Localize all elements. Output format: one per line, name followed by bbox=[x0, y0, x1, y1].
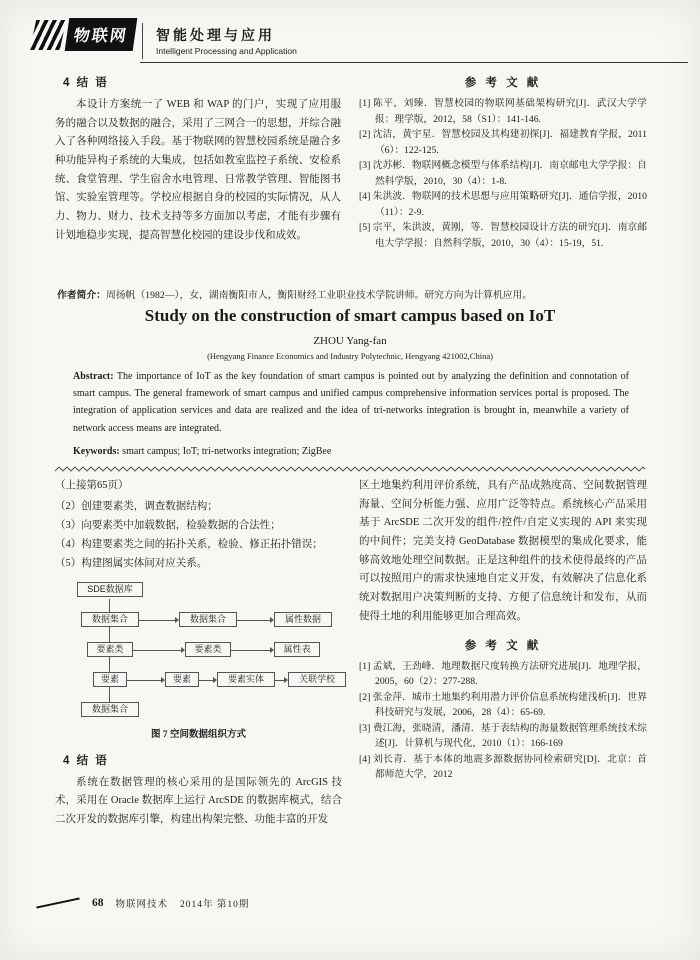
keywords-text: smart campus; IoT; tri-networks integration; ZigBee bbox=[122, 445, 332, 457]
reference-item: [5] 宗平，朱洪波，黄刚，等．智慧校园设计方法的研究[J]．南京邮电大学学报：自然科学版，2010，30（4）：15-19，51. bbox=[359, 222, 647, 249]
diagram-connector bbox=[229, 650, 270, 651]
list-item: （4）构建要素类之间的拓扑关系，检验、修正拓扑错误； bbox=[55, 538, 323, 550]
diagram-box: 要素 bbox=[165, 672, 199, 687]
diagram-box: 关联学校 bbox=[288, 672, 346, 687]
conclusion-heading-2: 4 结 语 bbox=[63, 754, 109, 767]
numbered-items bbox=[55, 498, 342, 574]
reference-item: [4] 刘长青．基于本体的地震多源数据协同检索研究[D]．北京：首都师范大学，2012 bbox=[359, 753, 647, 781]
references-list-2 bbox=[359, 659, 647, 783]
reference-item: [2] 张金萍．城市土地集约利用潜力评价信息系统构建浅析[J]．世界科技研究与发展，2006，28（4）：65-69. bbox=[359, 691, 647, 719]
diagram-box: 要素类 bbox=[87, 642, 133, 657]
abstract-block bbox=[73, 368, 629, 460]
diagram-box: 数据集合 bbox=[179, 612, 237, 627]
author-bio-label: 作者简介： bbox=[57, 290, 106, 301]
reference-item: [2] 沈洁，黄宇星．智慧校园及其构建初探[J]．福建教育学报，2011（6）：122-125. bbox=[359, 129, 647, 156]
bottom-right-column bbox=[359, 477, 647, 783]
author-bio bbox=[57, 287, 647, 301]
top-left-column bbox=[55, 74, 341, 246]
list-item: （3）向要素类中加载数据，检验数据的合法性； bbox=[55, 519, 281, 531]
top-right-column bbox=[359, 74, 647, 251]
english-title-block bbox=[0, 306, 700, 361]
references-list bbox=[359, 96, 647, 251]
column-title-cn: 智能处理与应用 bbox=[156, 27, 275, 43]
diagram-connector bbox=[197, 680, 213, 681]
page-number: 68 bbox=[92, 897, 104, 909]
issue-info: 2014年 第10期 bbox=[180, 900, 250, 910]
diagram-box: 要素类 bbox=[185, 642, 231, 657]
references-heading: 参 考 文 献 bbox=[464, 77, 542, 89]
conclusion-text-2: 系统在数据管理的核心采用的是国际领先的 ArcGIS 技术，采用在 Oracle 数据库上运行 ArcSDE 的数据库模式，结合二次开发的数据库引擎，构建出构架完整、功能丰富的开发 bbox=[55, 776, 342, 825]
keywords-line bbox=[73, 443, 629, 460]
keywords-label: Keywords: bbox=[73, 445, 120, 457]
wavy-divider bbox=[55, 460, 645, 468]
continued-paragraph: 区土地集约利用评价系统，具有产品成熟度高、空间数据管理海量、空间分析能力强、应用广泛等特点。系统核心产品采用基于 ArcSDE 二次开发的组件/控件/自定义实现的 API 来实现的中间件；完美支持 GeoDatabase 数据模型的集成化要求，能够高效地处理空间数据。正是这种组件的技术使得最终的产品可以按照用户的需求快速地自定义开发，有效解决了信息化系统对数据用户决策判断的支持、方便了信息统计和发布，从而使得土地的利用能够更加合理高效。 bbox=[359, 480, 647, 622]
logo-stripes-icon bbox=[30, 20, 66, 50]
diagram-connector bbox=[137, 620, 175, 621]
bottom-left-column bbox=[55, 477, 342, 830]
list-item: （5）构建图属实体间对应关系。 bbox=[55, 557, 208, 569]
diagram-connector bbox=[125, 680, 161, 681]
logo-text: 物联网 bbox=[65, 18, 138, 51]
paper-affiliation: (Hengyang Finance Economics and Industry Polytechnic, Hengyang 421002,China) bbox=[207, 351, 493, 361]
header-vertical-rule bbox=[142, 23, 143, 59]
diagram-connector bbox=[131, 650, 181, 651]
header-rule bbox=[140, 62, 688, 63]
footer-slash-mark bbox=[36, 897, 79, 908]
conclusion-text: 本设计方案统一了 WEB 和 WAP 的门户，实现了应用服务的融合以及数据的融合，采用了三网合一的思想，并综合融入了各种网络接入手段。基于物联网的智慧校园系统是融合多种功能异构子系统的大集成，包括如教室监控子系统、安检系统、食堂管理、学生宿舍水电管理、日常教学管理、智能图书馆、实验室管理等。学校应根据自身的校园的实际情况，从人力、物力、财力、技术支持等多方面加以考虑，才能有步骤有计划地稳步实现，提高智慧化校园的建设步伐和成效。 bbox=[55, 99, 341, 241]
paper-author: ZHOU Yang-fan bbox=[313, 335, 387, 347]
diagram-box: 要素 bbox=[93, 672, 127, 687]
list-item: （2）创建要素类，调查数据结构； bbox=[55, 501, 218, 512]
references-heading-2: 参 考 文 献 bbox=[464, 639, 542, 652]
diagram-box: 属性表 bbox=[274, 642, 320, 657]
wavy-divider-svg bbox=[55, 465, 645, 473]
reference-item: [1] 孟斌，王劲峰．地理数据尺度转换方法研究进展[J]．地理学报，2005，60（2）：277-288. bbox=[359, 660, 647, 688]
paper-title: Study on the construction of smart campus based on IoT bbox=[144, 306, 556, 325]
author-bio-text: 周扬帆（1982—），女，湖南衡阳市人，衡阳财经工业职业技术学院讲师。研究方向为计算机应用。 bbox=[105, 290, 533, 301]
diagram-box: 数据集合 bbox=[81, 612, 139, 627]
column-title-en: Intelligent Processing and Application bbox=[156, 46, 297, 56]
diagram-box: 属性数据 bbox=[274, 612, 332, 627]
abstract-text: The importance of IoT as the key foundation of smart campus is pointed out by analyzing the definition and connotation of smart campus. The general framework of smart campus and unified campus comprehensive information services portal is proposed. The integration of application services and data are realized and the idea of tri-networks integration is brought in, meanwhile a variety of network access means are integrated. bbox=[73, 371, 629, 434]
continued-note: （上接第65页） bbox=[55, 480, 129, 491]
reference-item: [1] 陈平，刘臻．智慧校园的物联网基础架构研究[J]．武汉大学学报：理学版，2012，58（S1）：141-146. bbox=[359, 98, 647, 125]
diagram-connector bbox=[235, 620, 270, 621]
reference-item: [3] 费江海，张晓清，潘清．基于表结构的海量数据管理系统技术综述[J]．计算机与现代化，2010（1）：166-169 bbox=[359, 722, 647, 750]
reference-item: [3] 沈苏彬．物联网概念模型与体系结构[J]．南京邮电大学学报：自然科学版，2010，30（4）：1-8. bbox=[359, 160, 647, 187]
journal-logo bbox=[33, 18, 135, 51]
page-footer bbox=[36, 896, 249, 910]
conclusion-heading: 4 结 语 bbox=[63, 77, 109, 89]
journal-name: 物联网技术 bbox=[115, 900, 169, 910]
diagram-box: 要素实体 bbox=[217, 672, 275, 687]
figure-caption: 图 7 空间数据组织方式 bbox=[150, 729, 246, 740]
diagram-box: SDE数据库 bbox=[77, 582, 143, 597]
wavy-divider-path bbox=[55, 467, 645, 471]
figure-7-diagram bbox=[69, 582, 346, 721]
diagram-box: 数据集合 bbox=[81, 702, 139, 717]
reference-item: [4] 朱洪波．物联网的技术思想与应用策略研究[J]．通信学报，2010（11）：2-9. bbox=[359, 191, 647, 218]
abstract-paragraph bbox=[73, 368, 629, 437]
abstract-label: Abstract: bbox=[73, 371, 114, 382]
